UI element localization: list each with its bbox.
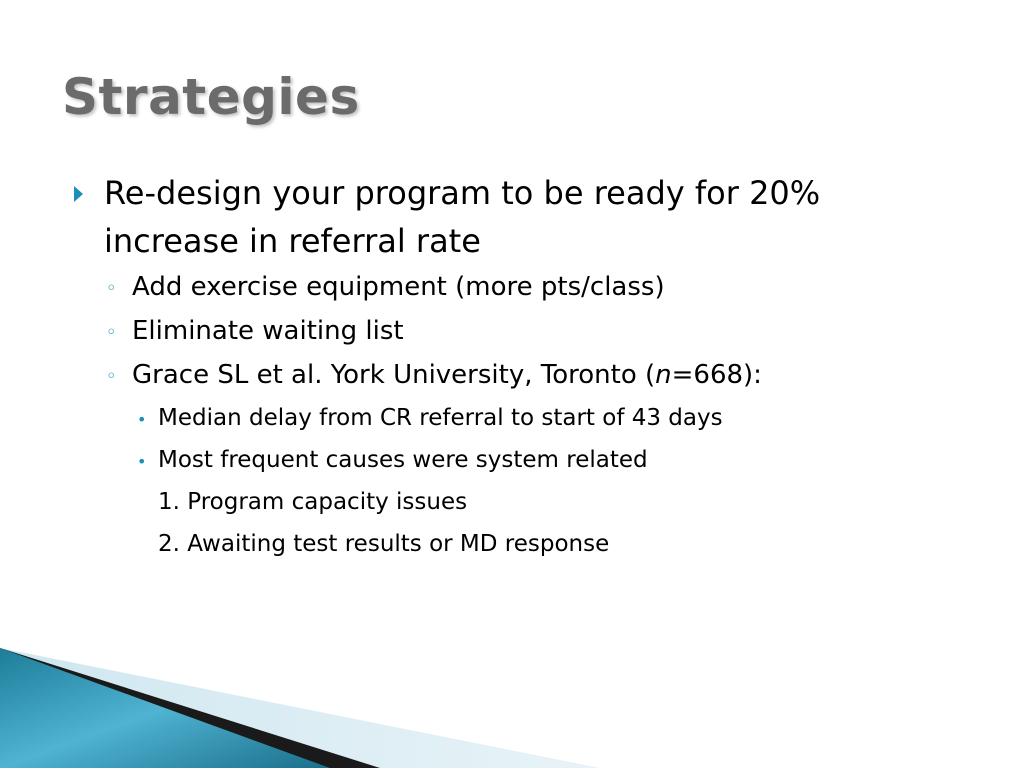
bullet-l3-item: Median delay from CR referral to start of 43 days [158, 405, 723, 431]
circle-bullet-icon: ◦ [106, 322, 117, 343]
numbered-item: 1. Program capacity issues [158, 489, 468, 515]
corner-decoration [0, 638, 1024, 768]
circle-bullet-icon: ◦ [106, 278, 117, 299]
slide-title: Strategies [62, 68, 360, 126]
bullet-l2-item: Add exercise equipment (more pts/class) [132, 272, 665, 302]
dot-bullet-icon: • [137, 452, 147, 471]
bullet-l1-line1: Re-design your program to be ready for 20% [104, 174, 821, 212]
triangle-bullet-icon [74, 186, 83, 202]
bullet-l1-line2: increase in referral rate [104, 222, 481, 260]
bullet-l2-item: Eliminate waiting list [132, 316, 404, 346]
bullet-l3-item: Most frequent causes were system related [158, 447, 648, 473]
sample-size-symbol: n [655, 360, 672, 390]
citation-text: Grace SL et al. York University, Toronto ( [132, 360, 656, 390]
circle-bullet-icon: ◦ [106, 366, 117, 387]
numbered-item: 2. Awaiting test results or MD response [158, 531, 610, 557]
sample-size-value: =668): [671, 360, 762, 390]
bullet-l2-item-citation [132, 360, 762, 390]
dot-bullet-icon: • [137, 410, 147, 429]
